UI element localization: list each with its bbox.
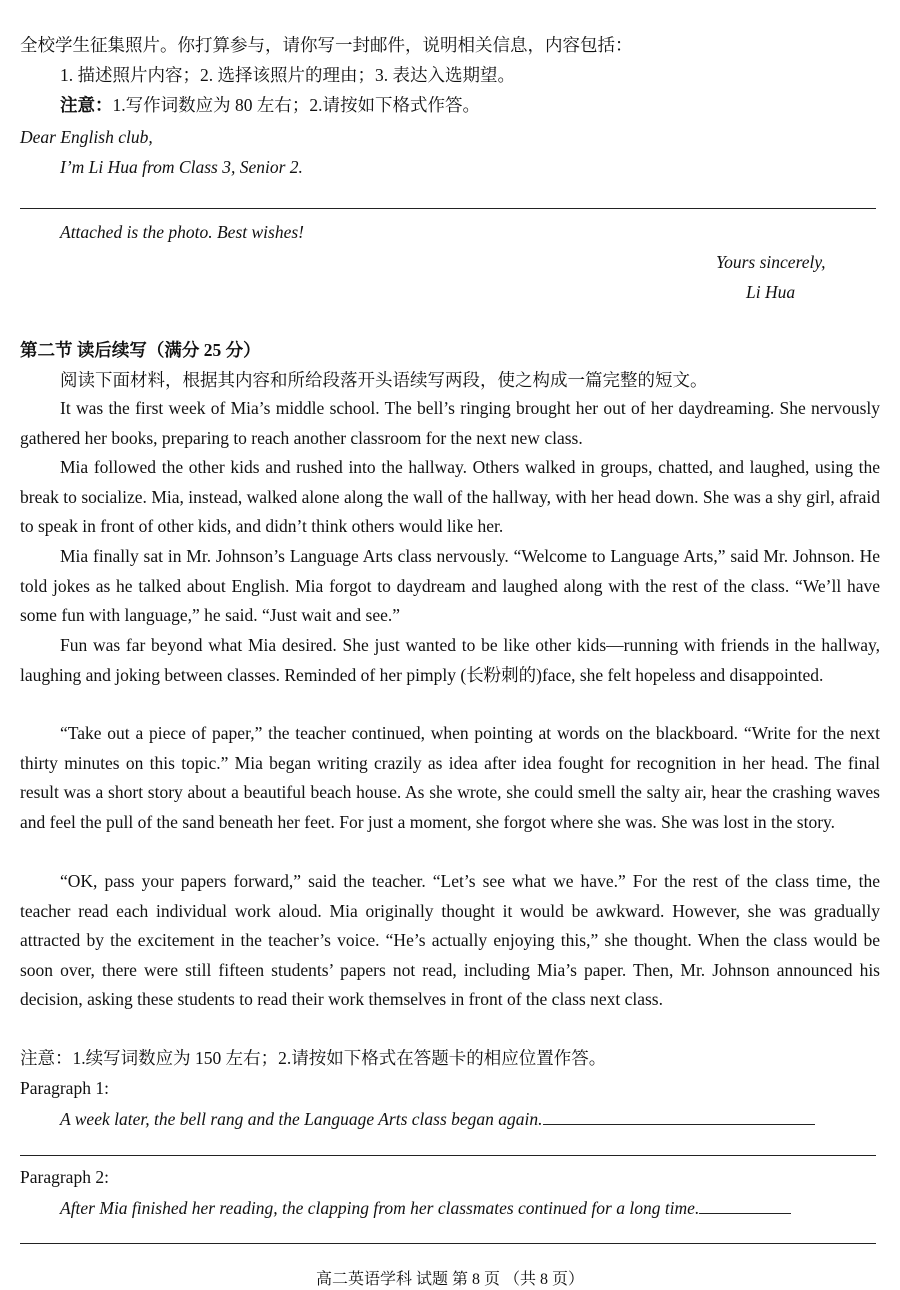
page-footer: 高二英语学科 试题 第 8 页 （共 8 页） xyxy=(315,1271,584,1288)
story-paragraph-5: “Take out a piece of paper,” the teacher continued, when pointing at words on the blackboard. “Write for the next thirty minutes on this topic.” Mia began writing crazily as idea after idea fought for recognition in her head. The final result was a short story about a beautiful beach house. As she wrote, she could smell the salty air, hear the crashing waves and feel the pull of the sand beneath her feet. For just a moment, she forgot where she was. She was lost in the story. xyxy=(20,723,880,832)
letter-closing: Attached is the photo. Best wishes! xyxy=(60,222,304,242)
story-paragraph-1: It was the first week of Mia’s middle school. The bell’s ringing brought her out of her daydreaming. She nervously gathered her books, preparing to reach another classroom for the next new class. xyxy=(20,398,880,448)
task-note-label: 注意： xyxy=(60,95,113,115)
story-paragraph-2: Mia followed the other kids and rushed into the hallway. Others walked in groups, chatted, and laughed, using the break to socialize. Mia, instead, walked alone along the wall of the hallway, with her head down. She was a shy girl, afraid to speak in front of other kids, and didn’t think others would like her. xyxy=(20,457,880,537)
answer-line-p1 xyxy=(20,1155,876,1156)
section-instruction: 阅读下面材料，根据其内容和所给段落开头语续写两段，使之构成一篇完整的短文。 xyxy=(60,370,708,390)
paragraph-2-start-text: After Mia finished her reading, the clapping from her classmates continued for a long time. xyxy=(60,1198,700,1218)
paragraph-1-label: Paragraph 1: xyxy=(20,1078,109,1098)
letter-signoff: Yours sincerely, xyxy=(716,252,826,272)
paragraph-2-blank[interactable] xyxy=(699,1195,791,1214)
answer-line xyxy=(20,208,876,209)
letter-salutation: Dear English club, xyxy=(20,127,153,147)
paragraph-1-start-text: A week later, the bell rang and the Language Arts class began again. xyxy=(60,1109,543,1129)
task-note-text: 1.写作词数应为 80 左右；2.请按如下格式作答。 xyxy=(112,95,480,115)
story-paragraph-4: Fun was far beyond what Mia desired. She just wanted to be like other kids—running with friends in the hallway, laughing and joking between classes. Reminded of her pimply (长粉刺的)face, she felt hopeless and disappointed. xyxy=(20,635,880,685)
task-line-2: 1. 描述照片内容；2. 选择该照片的理由；3. 表达入选期望。 xyxy=(60,65,515,85)
paragraph-2-start xyxy=(60,1195,791,1220)
letter-name: Li Hua xyxy=(746,282,796,302)
section-heading: 第二节 读后续写（满分 25 分） xyxy=(20,340,261,360)
paragraph-1-blank[interactable] xyxy=(543,1106,815,1125)
story-paragraph-3: Mia finally sat in Mr. Johnson’s Language Arts class nervously. “Welcome to Language Arts,” said Mr. Johnson. He told jokes as he talked about English. Mia forgot to daydream and laughed along with the rest of the class. “We’ll have some fun with language,” he said. “Just wait and see.” xyxy=(20,546,880,626)
task-line-1: 全校学生征集照片。你打算参与，请你写一封邮件，说明相关信息，内容包括： xyxy=(20,35,633,55)
task-note xyxy=(60,93,480,117)
continuation-note: 注意：1.续写词数应为 150 左右；2.请按如下格式在答题卡的相应位置作答。 xyxy=(20,1048,607,1068)
letter-opening: I’m Li Hua from Class 3, Senior 2. xyxy=(60,157,303,177)
story-paragraph-6: “OK, pass your papers forward,” said the teacher. “Let’s see what we have.” For the rest of the class time, the teacher read each individual work aloud. Mia originally thought it would be awkward. However, she was gradually attracted by the excitement in the teacher’s voice. “He’s actually enjoying this,” she thought. When the class would be soon over, there were still fifteen students’ papers not read, including Mia’s paper. Then, Mr. Johnson announced his decision, asking these students to read their work themselves in front of the class next class. xyxy=(20,871,880,1010)
paragraph-1-start xyxy=(60,1106,815,1131)
paragraph-2-label: Paragraph 2: xyxy=(20,1167,109,1187)
answer-line-p2 xyxy=(20,1243,876,1244)
